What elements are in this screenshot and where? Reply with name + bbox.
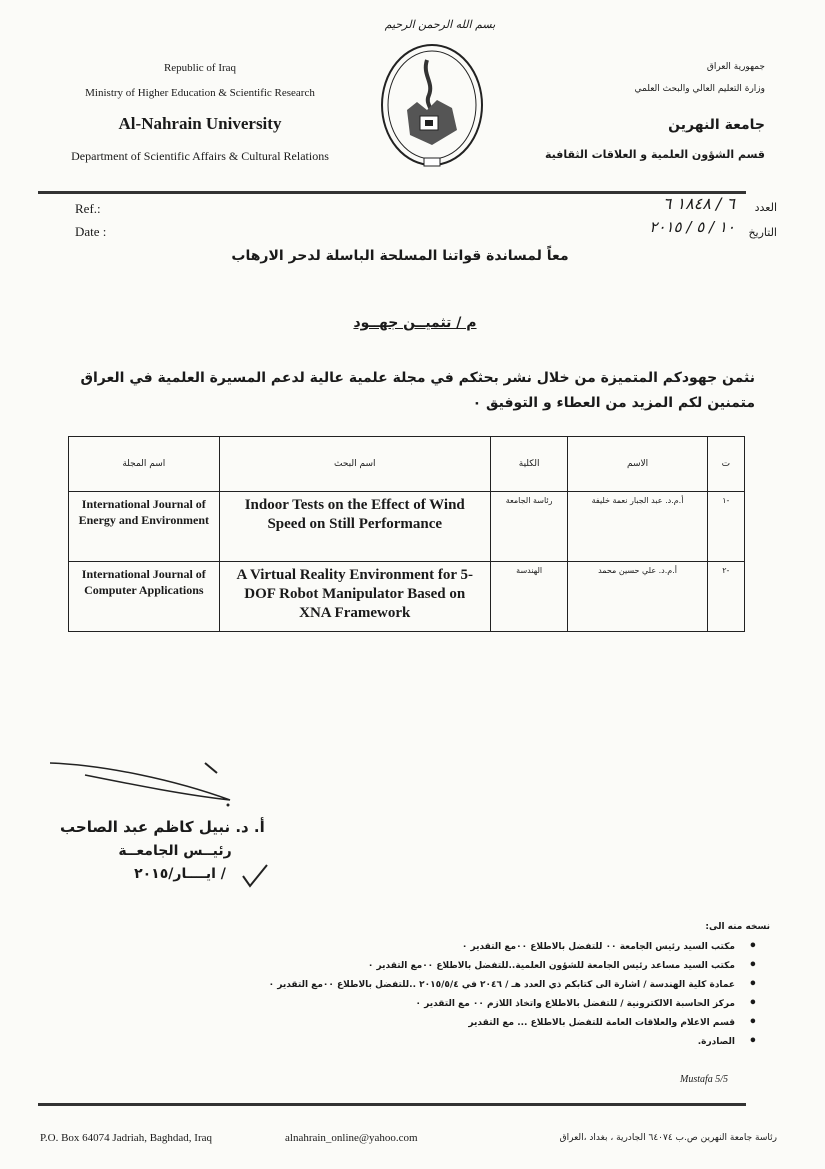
slogan: معاً لمساندة قواتنا المسلحة الباسلة لدحر الارهاب [231, 248, 569, 264]
signatory-name: أ. د. نبيل كاظم عبد الصاحب [60, 818, 265, 836]
name-cell: أ.م.د. علي حسين محمد [568, 562, 707, 632]
en-department: Department of Scientific Affairs & Cultural Relations [71, 149, 329, 163]
header-name: الاسم [568, 437, 707, 492]
body-line-1: نثمن جهودكم المتميزة من خلال نشر بحثكم في مجلة علمية عالية لدعم المسيرة العلمية في العراق [80, 370, 755, 386]
journal-cell: International Journal of Energy and Environment [69, 492, 220, 562]
no-cell: ١- [707, 492, 744, 562]
footer-email: alnahrain_online@yahoo.com [285, 1132, 418, 1144]
typist-initials: Mustafa 5/5 [680, 1074, 729, 1085]
footer-ar-address: رئاسة جامعة النهرين ص.ب ٦٤٠٧٤ الجادرية ، بغداد ،العراق [559, 1133, 777, 1143]
table-row [69, 562, 745, 632]
subject: م / تثميــن جهــود [353, 315, 477, 331]
table-row [69, 492, 745, 562]
en-university: Al-Nahrain University [118, 114, 282, 133]
checkmark-icon [240, 862, 270, 894]
header-college: الكلية [490, 437, 568, 492]
ar-ministry: وزارة التعليم العالي والبحث العلمي [634, 84, 765, 94]
header-rule [38, 191, 746, 194]
list-item: • قسم الاعلام والعلاقات العامة للتفضل بالاطلاع ... مع التقدير [175, 1018, 735, 1028]
header-title: اسم البحث [219, 437, 490, 492]
list-item: • الصادرة. [175, 1037, 735, 1047]
body-line-2: متمنين لكم المزيد من العطاء و التوفيق ٠ [472, 395, 755, 411]
table-header-row [69, 437, 745, 492]
ref-label: Ref.: [75, 201, 101, 216]
ar-date-value: ١٠ / ٥ / ٢٠١٥ [649, 218, 735, 236]
ar-republic: جمهورية العراق [706, 62, 765, 72]
ar-university: جامعة النهرين [668, 117, 765, 133]
list-item: • مكتب السيد مساعد رئيس الجامعة للشؤون العلمية..للتفضل بالاطلاع ٠٠مع التقدير ٠ [175, 961, 735, 971]
ar-number-label: العدد [754, 201, 777, 214]
signatory-role: رئيــس الجامعــة [118, 843, 232, 859]
header-journal: اسم المجلة [69, 437, 220, 492]
title-cell: A Virtual Reality Environment for 5-DOF Robot Manipulator Based on XNA Framework [219, 562, 490, 632]
footer-po-box: P.O. Box 64074 Jadriah, Baghdad, Iraq [40, 1132, 213, 1144]
signature-date: / ايــــار/٢٠١٥ [134, 866, 226, 882]
footer-rule [38, 1103, 746, 1106]
basmala: بسم الله الرحمن الرحيم [384, 18, 496, 31]
distribution-label: نسخه منه الى: [705, 922, 770, 932]
header-no: ت [707, 437, 744, 492]
college-cell: رئاسة الجامعة [490, 492, 568, 562]
list-item: • مكتب السيد رئيس الجامعة ٠٠ للتفضل بالاطلاع ٠٠مع التقدير ٠ [175, 942, 735, 952]
list-item: • عمادة كلية الهندسة / اشارة الى كتابكم ذي العدد هـ / ٢٠٤٦ في ٢٠١٥/٥/٤ ..للتفضل بالاطلاع ٠٠مع التقدير ٠ [175, 980, 735, 990]
ar-number-value: ٦ / ١٨٤٨ ٦ [662, 194, 735, 213]
en-ministry: Ministry of Higher Education & Scientific Research [85, 87, 315, 99]
distribution-list [175, 942, 735, 1056]
name-cell: أ.م.د. عبد الجبار نعمة خليفة [568, 492, 707, 562]
journal-cell: International Journal of Computer Applications [69, 562, 220, 632]
date-label: Date : [75, 224, 107, 239]
university-logo [372, 40, 492, 175]
research-table [68, 436, 745, 632]
college-cell: الهندسة [490, 562, 568, 632]
en-republic: Republic of Iraq [163, 62, 237, 74]
ar-department: قسم الشؤون العلمية و العلاقات الثقافية [544, 148, 765, 161]
ar-date-label: التاريخ [748, 226, 777, 239]
list-item: • مركز الحاسبة الالكترونية / للتفضل بالاطلاع واتخاذ اللازم ٠٠ مع التقدير ٠ [175, 999, 735, 1009]
title-cell: Indoor Tests on the Effect of Wind Speed on Still Performance [219, 492, 490, 562]
no-cell: ٢- [707, 562, 744, 632]
